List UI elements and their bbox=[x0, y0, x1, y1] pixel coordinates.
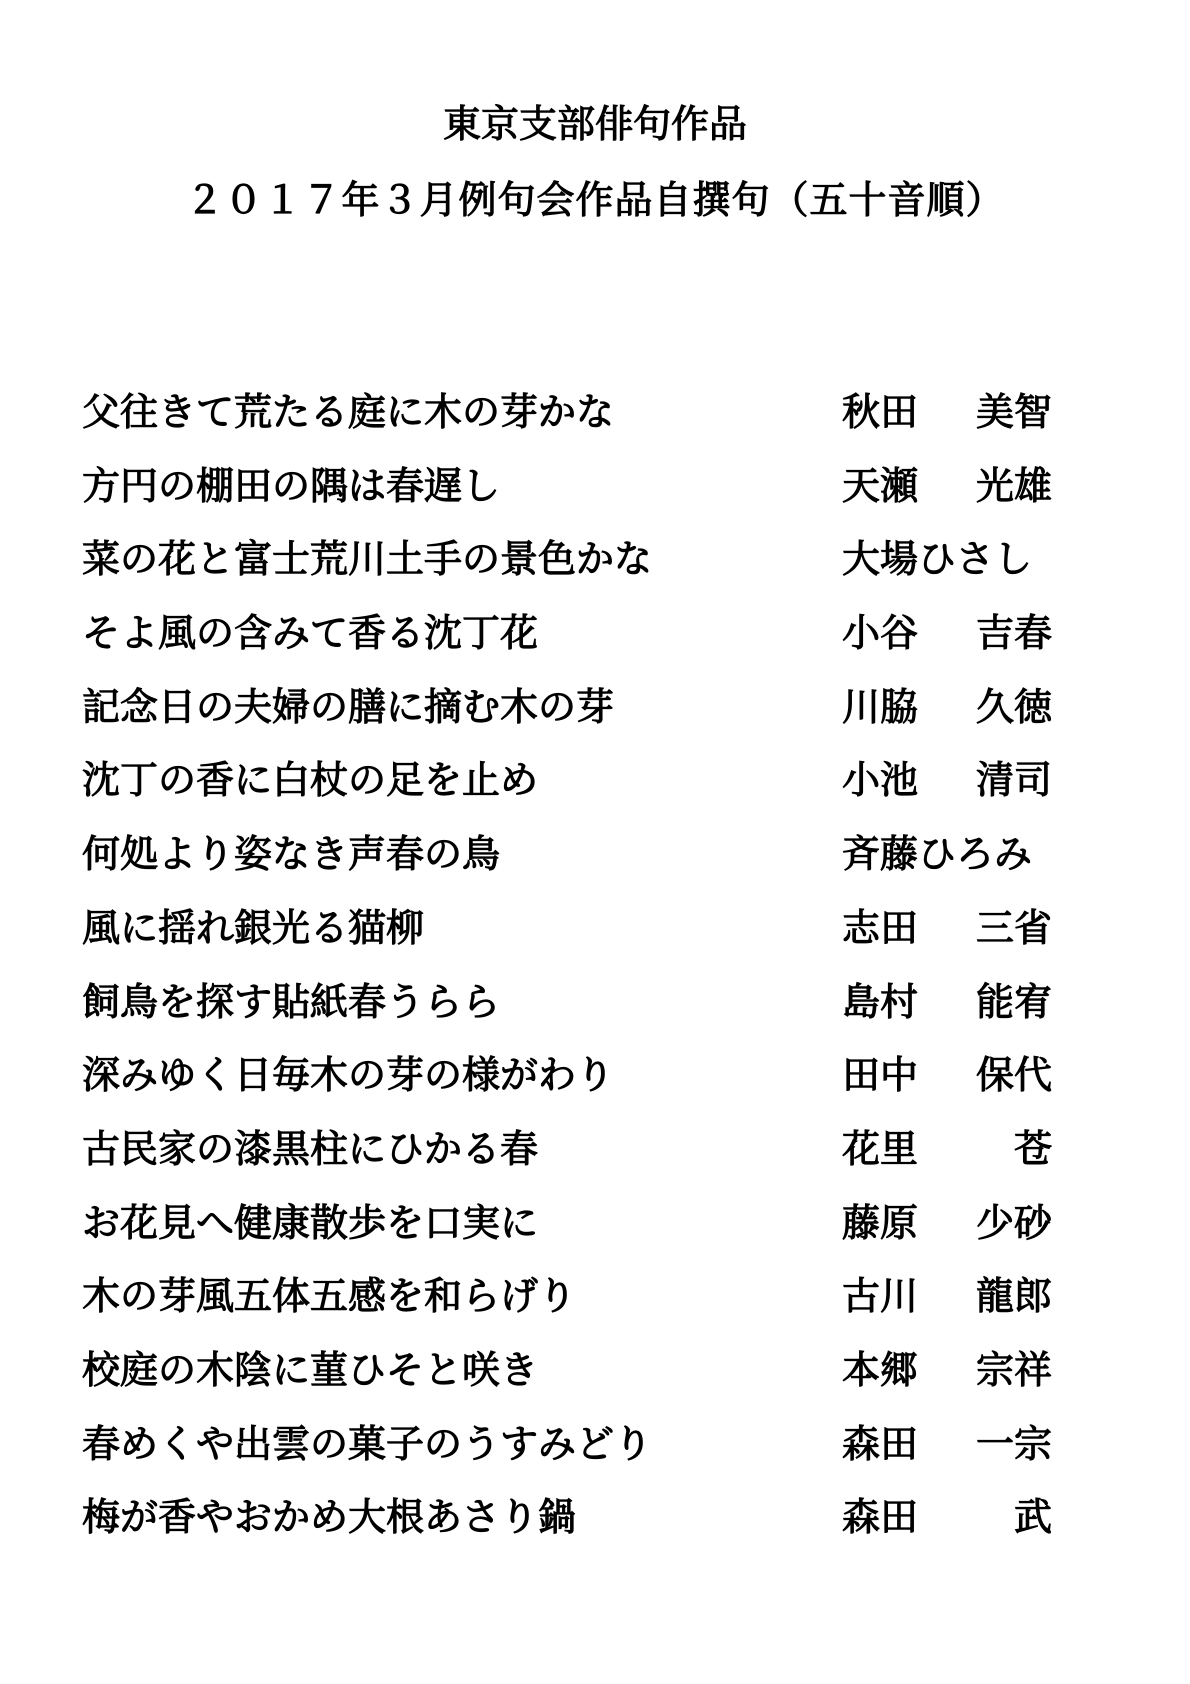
poet-family-name: 島村 bbox=[842, 978, 919, 1024]
poet-given-name: 少砂 bbox=[975, 1199, 1052, 1245]
haiku-text: 深みゆく日毎木の芽の様がわり bbox=[82, 1052, 615, 1098]
haiku-text: 飼鳥を探す貼紙春うらら bbox=[82, 978, 501, 1024]
poet-family-name: 田中 bbox=[842, 1052, 919, 1098]
haiku-text: お花見へ健康散歩を口実に bbox=[82, 1199, 539, 1245]
haiku-text: 古民家の漆黒柱にひかる春 bbox=[82, 1125, 539, 1171]
haiku-row bbox=[82, 832, 1082, 906]
poet-given-name: 宗祥 bbox=[975, 1346, 1052, 1392]
poet-family-name: 天瀬 bbox=[842, 462, 919, 508]
haiku-row bbox=[82, 1201, 1082, 1275]
haiku-list bbox=[82, 390, 1082, 1569]
poet-family-name: 森田 bbox=[842, 1494, 919, 1540]
haiku-row bbox=[82, 1053, 1082, 1127]
haiku-row bbox=[82, 611, 1082, 685]
haiku-row bbox=[82, 1422, 1082, 1496]
haiku-text: そよ風の含みて香る沈丁花 bbox=[82, 610, 539, 656]
haiku-row bbox=[82, 980, 1082, 1054]
haiku-text: 沈丁の香に白杖の足を止め bbox=[82, 757, 539, 803]
haiku-text: 木の芽風五体五感を和らげり bbox=[82, 1273, 577, 1319]
haiku-row bbox=[82, 1495, 1082, 1569]
haiku-row bbox=[82, 758, 1082, 832]
haiku-row bbox=[82, 1127, 1082, 1201]
haiku-text: 春めくや出雲の菓子のうすみどり bbox=[82, 1420, 653, 1466]
poet-given-name: 光雄 bbox=[975, 462, 1052, 508]
poet-family-name: 秋田 bbox=[842, 389, 919, 434]
poet-given-name: 武 bbox=[1013, 1494, 1052, 1540]
poet-family-name: 川脇 bbox=[842, 683, 919, 729]
document-subtitle: ２０１７年３月例句会作品自撰句（五十音順） bbox=[185, 177, 1005, 222]
haiku-text: 記念日の夫婦の膳に摘む木の芽 bbox=[82, 683, 615, 729]
poet-family-name: 古川 bbox=[842, 1273, 919, 1319]
haiku-text: 梅が香やおかめ大根あさり鍋 bbox=[82, 1494, 577, 1540]
poet-family-name: 藤原 bbox=[842, 1199, 919, 1245]
haiku-row bbox=[82, 906, 1082, 980]
document-title: 東京支部俳句作品 bbox=[442, 101, 747, 146]
haiku-text: 菜の花と富士荒川土手の景色かな bbox=[82, 536, 653, 582]
poet-given-name: 能宥 bbox=[975, 978, 1052, 1024]
haiku-row bbox=[82, 685, 1082, 759]
poet-family-name: 小池 bbox=[842, 757, 919, 803]
poet-given-name: 保代 bbox=[975, 1052, 1052, 1098]
haiku-row bbox=[82, 1274, 1082, 1348]
haiku-row bbox=[82, 390, 1082, 464]
haiku-text: 風に揺れ銀光る猫柳 bbox=[82, 904, 425, 950]
haiku-text: 何処より姿なき声春の鳥 bbox=[82, 831, 501, 877]
poet-family-name: 斉藤ひろみ bbox=[842, 831, 1033, 877]
poet-given-name: 苍 bbox=[1013, 1125, 1052, 1171]
haiku-text: 父往きて荒たる庭に木の芽かな bbox=[82, 389, 615, 434]
poet-family-name: 森田 bbox=[842, 1420, 919, 1466]
poet-given-name: 吉春 bbox=[975, 610, 1052, 656]
poet-given-name: 清司 bbox=[975, 757, 1052, 803]
haiku-text: 方円の棚田の隅は春遅し bbox=[82, 462, 501, 508]
haiku-row bbox=[82, 537, 1082, 611]
poet-given-name: 美智 bbox=[975, 389, 1052, 434]
haiku-row bbox=[82, 1348, 1082, 1422]
poet-family-name: 大場ひさし bbox=[842, 536, 1033, 582]
poet-family-name: 志田 bbox=[842, 904, 919, 950]
poet-family-name: 小谷 bbox=[842, 610, 919, 656]
poet-family-name: 本郷 bbox=[842, 1346, 919, 1392]
poet-given-name: 三省 bbox=[975, 904, 1052, 950]
poet-given-name: 龍郎 bbox=[975, 1273, 1052, 1319]
haiku-row bbox=[82, 464, 1082, 538]
poet-family-name: 花里 bbox=[842, 1125, 919, 1171]
poet-given-name: 久徳 bbox=[975, 683, 1052, 729]
haiku-text: 校庭の木陰に菫ひそと咲き bbox=[82, 1346, 539, 1392]
poet-given-name: 一宗 bbox=[975, 1420, 1052, 1466]
